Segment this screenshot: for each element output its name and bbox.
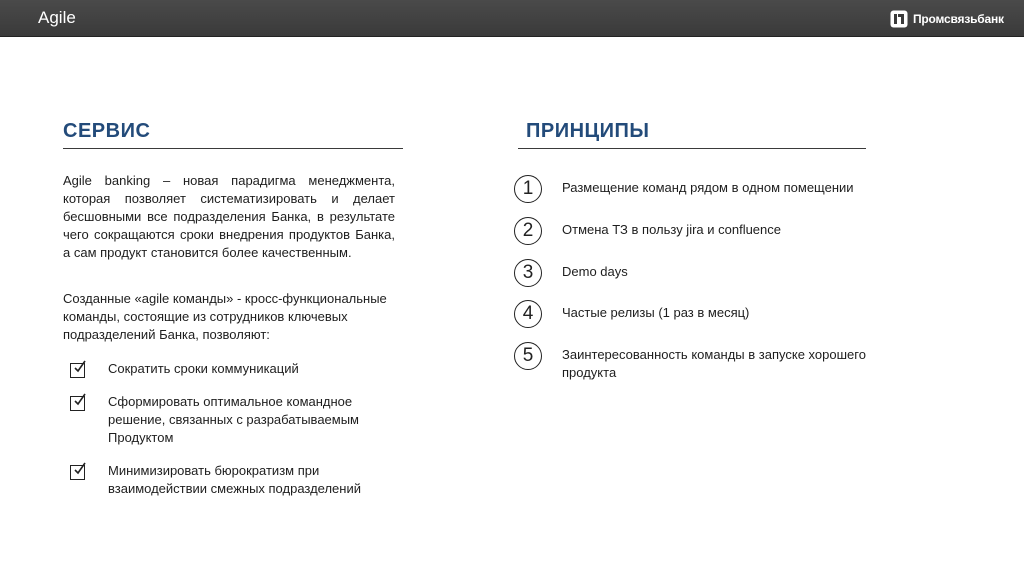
service-divider [63,148,403,149]
number-circle-icon: 5 [514,342,542,370]
checkbox-checked-icon [70,396,85,411]
benefit-text: Сформировать оптимальное командное решение, связанных с разрабатываемым Продуктом [108,394,359,445]
top-bar [0,0,1024,37]
checkbox-checked-icon [70,363,85,378]
principle-item [514,342,914,386]
principle-text: Частые релизы (1 раз в месяц) [562,305,750,320]
service-teams: Созданные «agile команды» - кросс-функциональные команды, состоящие из сотрудников ключевых подразделений Банка, позволяют: [63,291,387,342]
bank-logo [890,9,1004,29]
service-intro: Agile banking – новая парадигма менеджмента, которая позволяет систематизировать и делает бесшовными все подразделения Банка, в результате чего сокращаются сроки внедрения продуктов Банка, а сам продукт становится более качественным. [63,173,395,260]
number-circle-icon: 1 [514,175,542,203]
principle-text: Отмена ТЗ в пользу jira и confluence [562,222,782,237]
principle-item [514,175,914,207]
checkbox-checked-icon [70,465,85,480]
benefit-text: Минимизировать бюрократизм при взаимодействии смежных подразделений [108,463,361,496]
principle-text: Заинтересованность команды в запуске хорошего продукта [562,347,866,380]
number-circle-icon: 3 [514,259,542,287]
principle-text: Размещение команд рядом в одном помещении [562,180,854,195]
slide-title: Agile [38,8,76,27]
principle-item [514,300,914,332]
principle-item [514,217,914,249]
number-circle-icon: 4 [514,300,542,328]
number-circle-icon: 2 [514,217,542,245]
bank-logo-icon [890,10,908,28]
principle-item [514,259,914,291]
principles-heading: ПРИНЦИПЫ [526,120,650,142]
bank-logo-text: Промсвязьбанк [913,12,1004,26]
service-heading: СЕРВИС [63,120,151,142]
principles-divider [518,148,866,149]
benefit-text: Сократить сроки коммуникаций [108,361,299,376]
principle-text: Demo days [562,264,628,279]
